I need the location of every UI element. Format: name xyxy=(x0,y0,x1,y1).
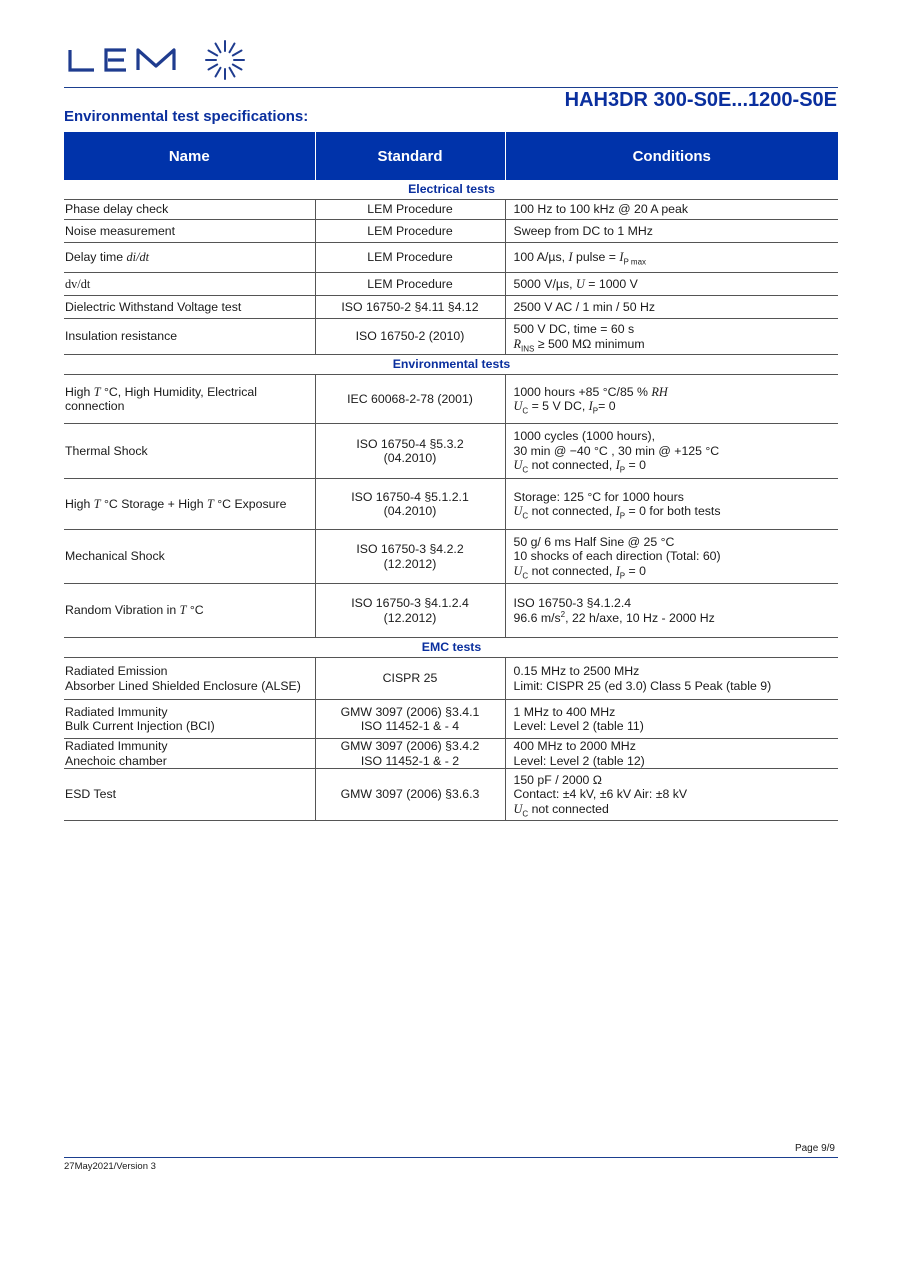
test-name: Noise measurement xyxy=(64,220,315,243)
test-conditions: 100 A/µs, I pulse = $I_{P max}$ xyxy=(505,243,838,273)
group-label: Electrical tests xyxy=(64,180,838,200)
group-label: EMC tests xyxy=(64,638,838,658)
table-row xyxy=(64,739,838,769)
table-row xyxy=(64,273,838,296)
test-standard: ISO 16750-2 (2010) xyxy=(315,319,505,355)
table-row xyxy=(64,319,838,355)
test-name: Thermal Shock xyxy=(64,424,315,479)
table-header-row xyxy=(64,132,838,180)
test-name: Radiated Immunity Bulk Current Injection (BCI) xyxy=(64,700,315,739)
table-row xyxy=(64,769,838,821)
test-name: Radiated Emission Absorber Lined Shielded Enclosure (ALSE) xyxy=(64,658,315,700)
test-conditions: ISO 16750-3 §4.1.2.4 96.6 $m/s^2$, 22 h/axe, 10 Hz - 2000 Hz xyxy=(505,584,838,638)
test-standard: ISO 16750-4 §5.3.2 (04.2010) xyxy=(315,424,505,479)
test-conditions: 150 pF / 2000 Ω Contact: ±4 kV, ±6 kV Air: ±8 kV $U_C$ not connected xyxy=(505,769,838,821)
test-name: High T °C Storage + High T °C Exposure xyxy=(64,479,315,530)
test-standard: ISO 16750-4 §5.1.2.1 (04.2010) xyxy=(315,479,505,530)
test-name: ESD Test xyxy=(64,769,315,821)
test-standard: LEM Procedure xyxy=(315,273,505,296)
group-row-environmental xyxy=(64,355,838,375)
table-row xyxy=(64,375,838,424)
table-row xyxy=(64,584,838,638)
test-name: Delay time di/dt xyxy=(64,243,315,273)
column-header-name: Name xyxy=(64,132,315,180)
test-standard: LEM Procedure xyxy=(315,220,505,243)
test-name: dv/dt xyxy=(64,273,315,296)
test-standard: CISPR 25 xyxy=(315,658,505,700)
test-conditions: 400 MHz to 2000 MHz Level: Level 2 (table 12) xyxy=(505,739,838,769)
table-row xyxy=(64,424,838,479)
test-conditions: Sweep from DC to 1 MHz xyxy=(505,220,838,243)
test-standard: ISO 16750-2 §4.11 §4.12 xyxy=(315,296,505,319)
header-divider xyxy=(64,87,838,88)
test-conditions: 1000 hours +85 °C/85 % RH $U_C = 5$ V DC, $I_P= 0$ xyxy=(505,375,838,424)
environmental-test-table xyxy=(64,132,838,821)
test-standard: GMW 3097 (2006) §3.6.3 xyxy=(315,769,505,821)
column-header-conditions: Conditions xyxy=(505,132,838,180)
page-number: Page 9/9 xyxy=(794,1143,835,1154)
footer-divider xyxy=(64,1157,838,1158)
test-conditions: 50 g/ 6 ms Half Sine @ 25 °C 10 shocks of each direction (Total: 60) $U_C$ not connected, $I_P = 0$ xyxy=(505,530,838,584)
group-row-electrical xyxy=(64,180,838,200)
section-title: Environmental test specifications: xyxy=(64,108,309,125)
test-standard: ISO 16750-3 §4.2.2 (12.2012) xyxy=(315,530,505,584)
test-name: Mechanical Shock xyxy=(64,530,315,584)
lem-logo xyxy=(68,38,248,89)
test-name: High T °C, High Humidity, Electrical connection xyxy=(64,375,315,424)
table-row xyxy=(64,479,838,530)
document-title: HAH3DR 300-S0E...1200-S0E xyxy=(564,89,837,111)
table-row xyxy=(64,658,838,700)
test-conditions: 2500 V AC / 1 min / 50 Hz xyxy=(505,296,838,319)
test-conditions: 1000 cycles (1000 hours), 30 min @ −40 °C , 30 min @ +125 °C $U_C$ not connected, $I_P = 0$ xyxy=(505,424,838,479)
document-version: 27May2021/Version 3 xyxy=(64,1161,156,1172)
group-label: Environmental tests xyxy=(64,355,838,375)
test-name: Insulation resistance xyxy=(64,319,315,355)
table-row xyxy=(64,243,838,273)
lem-logo-graphic xyxy=(68,38,248,84)
test-name: Radiated Immunity Anechoic chamber xyxy=(64,739,315,769)
table-row xyxy=(64,200,838,220)
test-standard: ISO 16750-3 §4.1.2.4 (12.2012) xyxy=(315,584,505,638)
test-standard: GMW 3097 (2006) §3.4.1 ISO 11452-1 & - 4 xyxy=(315,700,505,739)
table-row xyxy=(64,700,838,739)
table-row xyxy=(64,530,838,584)
test-conditions: 1 MHz to 400 MHz Level: Level 2 (table 11) xyxy=(505,700,838,739)
test-conditions: 5000 V/µs, U = 1000 V xyxy=(505,273,838,296)
test-conditions: 0.15 MHz to 2500 MHz Limit: CISPR 25 (ed 3.0) Class 5 Peak (table 9) xyxy=(505,658,838,700)
test-name: Random Vibration in T °C xyxy=(64,584,315,638)
group-row-emc xyxy=(64,638,838,658)
test-conditions: Storage: 125 °C for 1000 hours $U_C$ not connected, $I_P = 0$ for both tests xyxy=(505,479,838,530)
test-name: Phase delay check xyxy=(64,200,315,220)
table-row xyxy=(64,296,838,319)
column-header-standard: Standard xyxy=(315,132,505,180)
test-standard: LEM Procedure xyxy=(315,200,505,220)
test-standard: IEC 60068-2-78 (2001) xyxy=(315,375,505,424)
test-conditions: 500 V DC, time = 60 s $R_{INS} \ge 500$ MΩ minimum xyxy=(505,319,838,355)
test-standard: LEM Procedure xyxy=(315,243,505,273)
test-conditions: 100 Hz to 100 kHz @ 20 A peak xyxy=(505,200,838,220)
table-row xyxy=(64,220,838,243)
test-standard: GMW 3097 (2006) §3.4.2 ISO 11452-1 & - 2 xyxy=(315,739,505,769)
test-name: Dielectric Withstand Voltage test xyxy=(64,296,315,319)
